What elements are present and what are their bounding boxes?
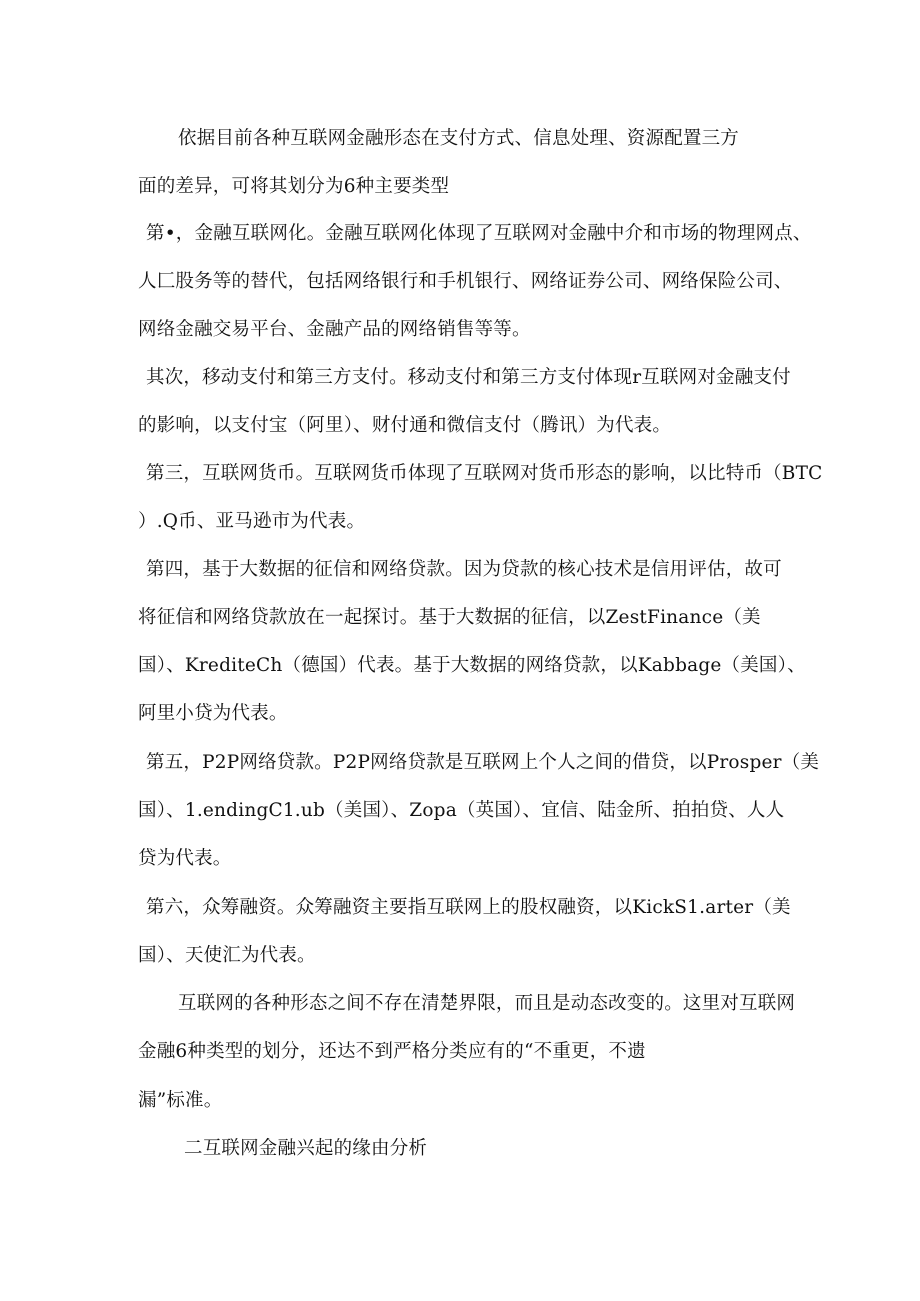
text-line: 面的差异，可将其划分为6种主要类型 (138, 176, 450, 197)
text-line: 第•，金融互联网化。金融互联网化体现了互联网对金融中介和市场的物理网点、 (146, 223, 812, 244)
text-line: 第四，基于大数据的征信和网络贷款。因为贷款的核心技术是信用评估，故可 (146, 559, 782, 580)
text-line: 第五，P2P网络贷款。P2P网络贷款是互联网上个人之间的借贷，以Prosper（美 (146, 752, 820, 773)
text-line: 互联网的各种形态之间不存在清楚界限，而且是动态改变的。这里对互联网 (178, 993, 796, 1014)
text-line: 其次，移动支付和第三方支付。移动支付和第三方支付体现r互联网对金融支付 (146, 367, 791, 388)
text-line: 人匚股务等的替代，包括网络银行和手机银行、网络证券公司、网络保险公司、 (138, 271, 793, 292)
text-line: 国）、天使汇为代表。 (138, 945, 316, 966)
text-line: 依据目前各种互联网金融形态在支付方式、信息处理、资源配置三方 (178, 128, 740, 149)
text-line: 国）、1.endingC1.ub（美国）、Zopa（英国）、宜信、陆金所、拍拍贷、人人 (138, 800, 785, 821)
text-line: 阿里小贷为代表。 (138, 703, 288, 724)
text-line: 网络金融交易平台、金融产品的网络销售等等。 (138, 319, 531, 340)
text-line: 漏”标准。 (138, 1090, 223, 1111)
text-line: ）.Q币、亚马逊市为代表。 (138, 511, 366, 532)
text-line: 第三，互联网货币。互联网货币体现了互联网对货币形态的影响，以比特币（BTC (146, 463, 823, 484)
text-line: 贷为代表。 (138, 848, 232, 869)
text-line: 的影响，以支付宝（阿里）、财付通和微信支付（腾讯）为代表。 (138, 415, 672, 436)
text-line: 第六，众筹融资。众筹融资主要指互联网上的股权融资，以KickS1.arter（美 (146, 897, 791, 918)
text-line: 金融6种类型的划分，还达不到严格分类应有的“不重更，不遗 (138, 1041, 646, 1062)
text-line: 国）、KrediteCh（德国）代表。基于大数据的网络贷款，以Kabbage（美国）、 (138, 655, 806, 676)
section-heading: 二互联网金融兴起的缘由分析 (184, 1138, 428, 1159)
text-line: 将征信和网络贷款放在一起探讨。基于大数据的征信，以ZestFinance（美 (138, 607, 761, 628)
